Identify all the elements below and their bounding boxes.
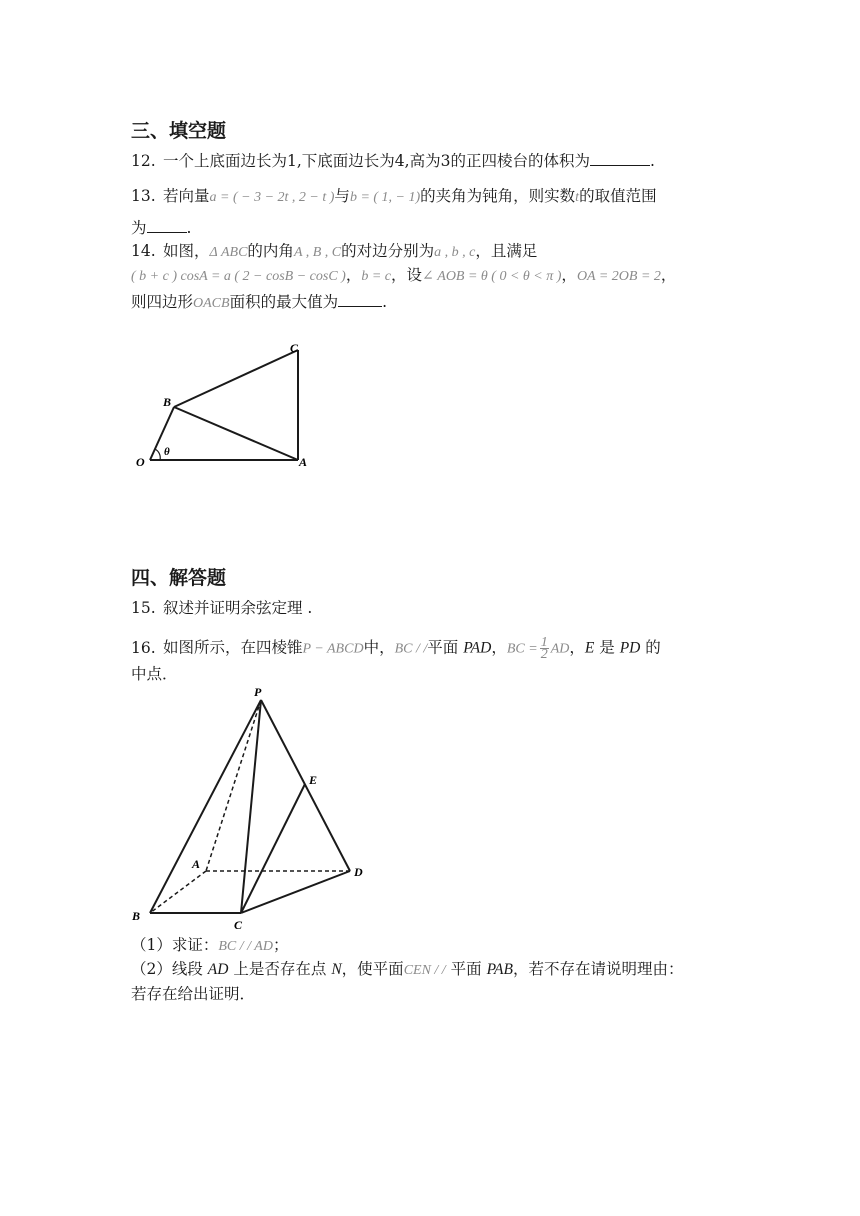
question-text: 如图， — [163, 242, 210, 260]
question-text: 面积的最大值为 — [229, 293, 339, 311]
label-a: A — [192, 857, 201, 871]
question-text: 平面 — [427, 638, 464, 657]
period: . — [649, 152, 655, 170]
plane-cen-formula: CEN / / — [403, 963, 446, 978]
question-16-part-2-continued — [131, 984, 255, 1004]
question-text: ，若不存在请说明理由： — [512, 960, 684, 978]
sides-formula: a , b , c — [434, 245, 476, 260]
plane-pad: PAD — [463, 639, 492, 657]
angles-formula: A , B , C — [293, 245, 342, 260]
question-text: 上是否存在点 — [228, 960, 332, 978]
question-text: 若存在给出证明． — [131, 985, 256, 1003]
question-number: 16. — [131, 638, 156, 657]
lengths-formula: OA = 2OB = 2 — [576, 269, 661, 284]
parallel-formula: BC / / — [394, 641, 428, 657]
question-text: 平面 — [445, 960, 487, 978]
label-b: B — [163, 395, 172, 409]
point-e: E — [584, 639, 595, 657]
question-text: （1）求证： — [131, 936, 219, 954]
theta-arc — [155, 449, 160, 460]
section-title-fill-in: 三、填空题 — [131, 120, 227, 142]
question-text: （2）线段 — [131, 960, 208, 978]
question-13 — [131, 186, 657, 208]
question-text: 如图所示，在四棱锥 — [163, 638, 303, 657]
fraction-denominator: 2 — [540, 647, 548, 662]
label-p: P — [254, 685, 262, 699]
quadrilateral-formula: OACB — [193, 296, 230, 311]
segment-pd: PD — [619, 639, 641, 657]
pyramid-formula: P − ABCD — [302, 641, 364, 657]
question-text: 叙述并证明余弦定理 . — [163, 599, 313, 617]
question-text: 与 — [334, 187, 350, 205]
question-text: ； — [272, 936, 289, 954]
period: . — [186, 219, 192, 237]
label-d: D — [354, 865, 363, 879]
question-text: ，使平面 — [341, 960, 404, 978]
label-theta: θ — [164, 446, 170, 458]
question-text: 的 — [640, 638, 661, 657]
question-16-part-1 — [131, 935, 288, 957]
question-text: 一个上底面边长为1,下底面边长为4,高为3的正四棱台的体积为 — [163, 152, 590, 170]
parallel-bc-ad-formula: BC / / AD — [218, 939, 273, 954]
segment-bc — [174, 350, 298, 407]
question-text: 是 — [594, 638, 620, 657]
question-text: ，且满足 — [475, 242, 538, 260]
segment-ba — [174, 407, 298, 460]
question-text: ， — [561, 266, 577, 284]
question-text: 的内角 — [247, 242, 294, 260]
question-number: 13. — [131, 187, 156, 205]
edge-cd — [241, 871, 350, 913]
label-c: C — [290, 341, 299, 355]
question-16-part-2 — [131, 959, 683, 981]
vector-b-formula: b = ( 1, − 1) — [349, 190, 421, 205]
question-15 — [131, 598, 312, 618]
question-14-line-3 — [131, 292, 387, 314]
question-16-continued — [131, 664, 178, 684]
question-text: 中， — [363, 638, 395, 657]
plane-pab: PAB — [486, 961, 513, 978]
answer-blank — [590, 151, 650, 166]
question-text: ，设 — [391, 266, 423, 284]
question-14 — [131, 241, 537, 263]
question-text: ， — [345, 266, 362, 284]
question-number: 14. — [131, 242, 156, 260]
question-text: 中点． — [131, 665, 178, 683]
label-c: C — [234, 918, 243, 932]
question-text: 的取值范围 — [579, 187, 657, 205]
fraction-one-half — [540, 637, 549, 660]
figure-quadrilateral-oacb — [130, 330, 330, 480]
hidden-edge-ab — [150, 871, 206, 913]
question-number: 15. — [131, 599, 156, 617]
answer-blank — [147, 218, 187, 233]
label-o: O — [136, 455, 145, 469]
bc-equation: BC = — [506, 641, 538, 657]
question-16 — [131, 637, 661, 660]
figure-pyramid-p-abcd — [128, 682, 378, 934]
question-text: 为 — [131, 219, 147, 237]
label-a: A — [299, 455, 308, 469]
question-number: 12. — [131, 152, 156, 170]
question-14-line-2 — [131, 265, 676, 287]
segment-ad: AD — [207, 961, 229, 978]
label-b: B — [132, 909, 141, 923]
question-text: ， — [569, 638, 585, 657]
vector-a-formula: a = ( − 3 − 2t , 2 − t ) — [209, 190, 335, 205]
label-e: E — [309, 773, 318, 787]
angle-formula: ∠ AOB = θ ( 0 < θ < π ) — [422, 269, 562, 284]
period: . — [382, 293, 388, 311]
question-text: ， — [660, 266, 677, 284]
question-text: 若向量 — [163, 187, 210, 205]
segment-ob — [150, 407, 174, 460]
question-text: 则四边形 — [131, 293, 194, 311]
question-13-continued — [131, 218, 191, 238]
point-n: N — [331, 961, 342, 978]
question-text: ， — [491, 638, 507, 657]
equal-sides-formula: b = c — [361, 269, 392, 284]
question-text: 的夹角为钝角，则实数 — [420, 187, 576, 205]
variable-t: t — [575, 190, 580, 205]
section-title-solutions: 四、解答题 — [131, 567, 227, 589]
question-text: 的对边分别为 — [341, 242, 435, 260]
question-12 — [131, 151, 655, 171]
fraction-numerator: 1 — [540, 635, 548, 650]
triangle-formula: Δ ABC — [209, 245, 248, 260]
ad-formula: AD — [550, 641, 570, 657]
condition-formula: ( b + c ) cosA = a ( 2 − cosB − cosC ) — [131, 269, 346, 284]
answer-blank — [338, 292, 382, 307]
